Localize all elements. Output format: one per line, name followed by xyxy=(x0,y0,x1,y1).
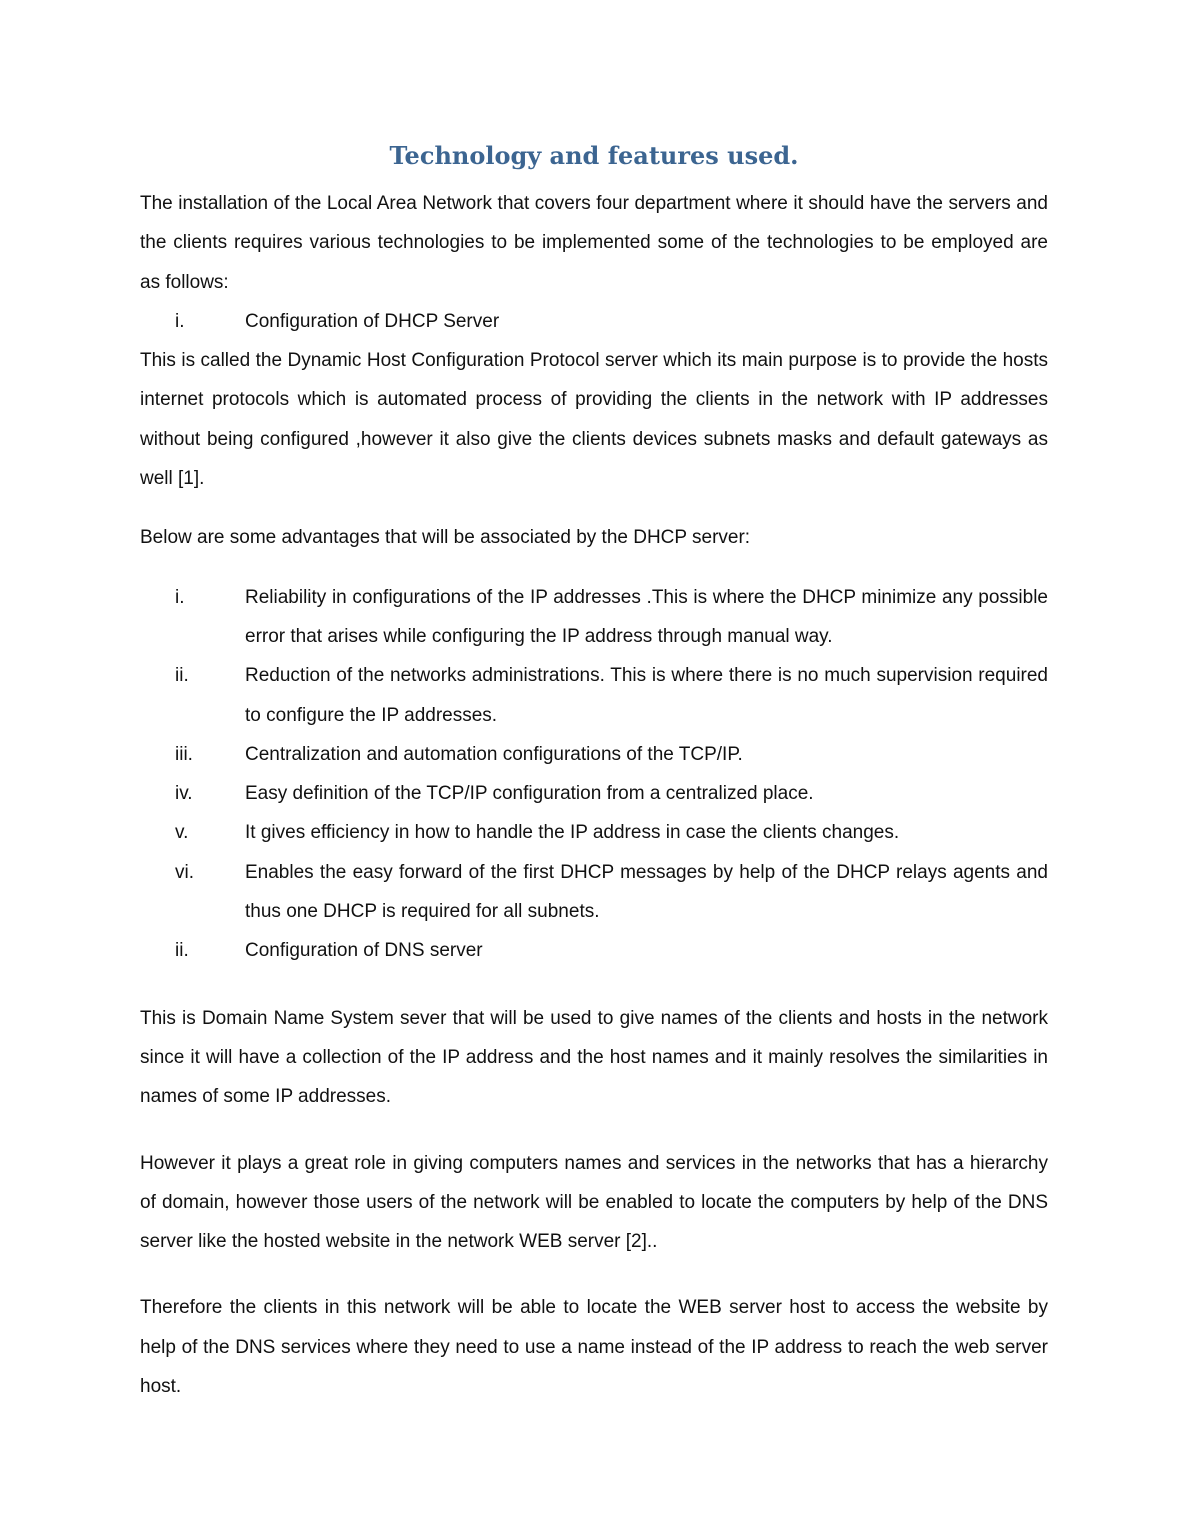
document-page xyxy=(140,140,1048,1406)
page-title: Technology and features used. xyxy=(389,141,799,170)
list-number: iii. xyxy=(175,743,193,765)
list-item xyxy=(140,578,1048,657)
dns-paragraph: This is Domain Name System sever that will be used to give names of the clients and hosts in the network since it will have a collection of the IP address and the host names and it mainly resolves the similarities in names of some IP addresses. xyxy=(140,1007,1048,1108)
list-item xyxy=(140,853,1048,932)
advantages-intro: Below are some advantages that will be associated by the DHCP server: xyxy=(140,527,751,549)
list-text: Centralization and automation configurations of the TCP/IP. xyxy=(245,743,743,765)
dns-paragraph: However it plays a great role in giving computers names and services in the networks that has a hierarchy of domain, however those users of the network will be enabled to locate the computers by help of the DNS server like the hosted website in the network WEB server [2].. xyxy=(140,1152,1048,1253)
list-number: ii. xyxy=(175,940,189,962)
list-item xyxy=(140,735,1048,774)
section-heading-dns xyxy=(140,931,1048,970)
advantages-list xyxy=(140,578,1048,971)
list-number: ii. xyxy=(175,665,189,687)
list-number: vi. xyxy=(175,861,194,883)
dhcp-description: This is called the Dynamic Host Configuration Protocol server which its main purpose is to provide the hosts internet protocols which is automated process of providing the clients in the network with IP addresses without being configured ,however it also give the clients devices subnets masks and default gateways as well [1]. xyxy=(140,350,1048,490)
dns-paragraph: Therefore the clients in this network will be able to locate the WEB server host to access the website by help of the DNS services where they need to use a name instead of the IP address to reach the web server host. xyxy=(140,1297,1048,1398)
section-heading-dhcp xyxy=(140,302,1048,341)
list-text: Easy definition of the TCP/IP configuration from a centralized place. xyxy=(245,783,814,805)
list-number: v. xyxy=(175,822,189,844)
intro-paragraph: The installation of the Local Area Network that covers four department where it should have the servers and the clients requires various technologies to be implemented some of the technologies to be employed are as follows: xyxy=(140,193,1048,293)
list-number: i. xyxy=(175,310,185,332)
list-number: iv. xyxy=(175,783,193,805)
list-text: Configuration of DHCP Server xyxy=(245,310,500,332)
list-item xyxy=(140,813,1048,852)
list-text: Enables the easy forward of the first DHCP messages by help of the DHCP relays agents and thus one DHCP is required for all subnets. xyxy=(245,861,1048,923)
list-item xyxy=(140,656,1048,735)
list-text: Reliability in configurations of the IP addresses .This is where the DHCP minimize any possible error that arises while configuring the IP address through manual way. xyxy=(245,586,1048,647)
list-text: It gives efficiency in how to handle the IP address in case the clients changes. xyxy=(245,822,900,844)
list-text: Reduction of the networks administrations. This is where there is no much supervision required to configure the IP addresses. xyxy=(245,665,1048,726)
list-text: Configuration of DNS server xyxy=(245,940,483,962)
list-item xyxy=(140,774,1048,813)
list-number: i. xyxy=(175,586,185,608)
